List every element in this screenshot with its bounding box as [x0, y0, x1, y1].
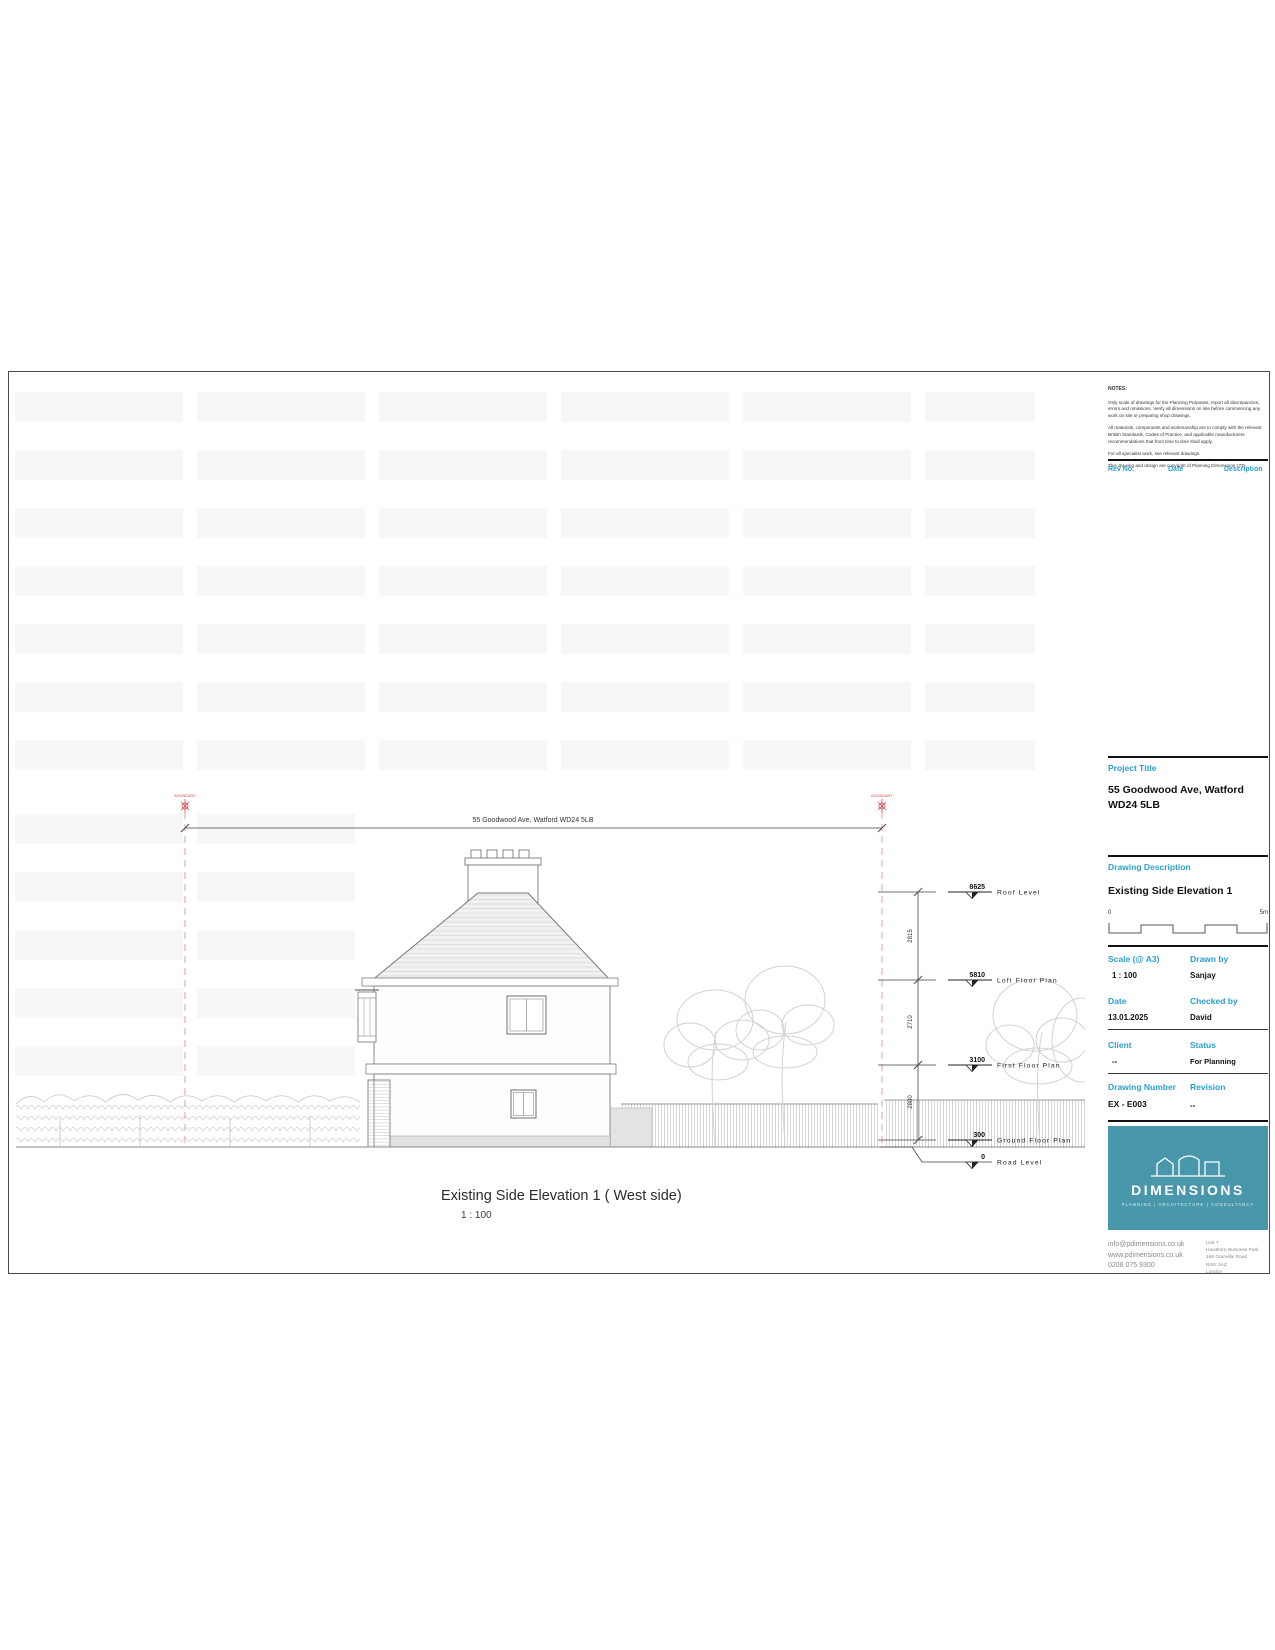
level-loft: [948, 972, 1058, 987]
first-floor-window: [507, 996, 546, 1034]
status-label: Status: [1190, 1040, 1216, 1050]
contact-website: www.pdimensions.co.uk: [1108, 1251, 1183, 1259]
level-first: [948, 1057, 1061, 1072]
notes-paragraph: Only scale of drawings for the Planning Purposes; report all discrepancies, errors and omissions. Verify all dimensions on site before commencing any work on site or preparing shop drawings.: [1108, 399, 1261, 419]
dim-loft-first: 2710: [908, 1015, 914, 1029]
brick-pier: [368, 1080, 390, 1147]
roof: [370, 893, 612, 982]
fence-left: [621, 1104, 878, 1147]
address-line: 166 Granville Road: [1206, 1255, 1248, 1261]
contact-phone: 0208 075 9300: [1108, 1262, 1155, 1269]
drawing-number-label: Drawing Number: [1108, 1082, 1177, 1092]
rev-description-header: Description: [1224, 466, 1263, 473]
logo-name: DIMENSIONS: [1131, 1181, 1245, 1198]
notes-paragraph: This drawing and design are copyright of Planning Dimensions LTD.: [1108, 462, 1247, 468]
rev-no-header: Rev No.: [1108, 466, 1135, 473]
first-floor-wall: [374, 986, 610, 1064]
address-line: London: [1206, 1269, 1223, 1275]
project-title-label: Project Title: [1108, 763, 1157, 773]
bay-window: [355, 990, 379, 1042]
client-label: Client: [1108, 1040, 1132, 1050]
address-line: Hawthorn Business Park: [1206, 1248, 1259, 1254]
drawing-description-label: Drawing Description: [1108, 862, 1191, 872]
level-value: 5810: [969, 972, 985, 979]
dim-first-ground: 2800: [908, 1095, 914, 1109]
address-line: Unit 7: [1206, 1241, 1219, 1246]
level-value: 300: [973, 1132, 985, 1139]
contact-email: info@pdimensions.co.uk: [1108, 1241, 1185, 1248]
address-line: NW2 3AZ: [1206, 1262, 1227, 1268]
boundary-label-left: BOUNDARY: [174, 794, 196, 798]
scale-label: Scale (@ A3): [1108, 954, 1160, 964]
street-dimension: [181, 817, 886, 832]
scale-bar-end: 5m: [1259, 910, 1268, 916]
drawing-number-value: EX - E003: [1108, 1099, 1147, 1109]
divider: [1108, 945, 1268, 947]
logo-tagline: PLANNING | ARCHITECTURE | CONSULTANCY: [1121, 1201, 1255, 1207]
boundary-label-right: BOUNDARY: [871, 794, 893, 798]
level-label: Roof Level: [997, 889, 1041, 897]
client-value: --: [1112, 1057, 1118, 1066]
scale-bar: [1108, 920, 1268, 938]
divider: [1108, 1073, 1268, 1074]
floor-band: [366, 1064, 616, 1074]
divider: [1108, 1029, 1268, 1030]
contact-links: [1108, 1240, 1203, 1272]
level-road: [880, 1147, 1042, 1169]
scale-value: 1 : 100: [1112, 971, 1137, 980]
level-roof: [948, 884, 1041, 899]
drawn-by-label: Drawn by: [1190, 954, 1229, 964]
fascia: [362, 978, 618, 986]
revision-value: --: [1190, 1101, 1196, 1110]
checked-by-label: Checked by: [1190, 996, 1238, 1006]
notes-block: [1108, 386, 1268, 475]
divider: [1108, 756, 1268, 758]
drawn-by-value: Sanjay: [1190, 971, 1216, 980]
dim-roof-loft: 2815: [908, 929, 914, 943]
checked-by-value: David: [1190, 1013, 1212, 1022]
notes-title: NOTES:: [1108, 386, 1127, 392]
hedge-left: [16, 1094, 360, 1146]
plinth: [390, 1136, 610, 1147]
level-label: Loft Floor Plan: [997, 977, 1058, 985]
level-value: 8625: [969, 884, 985, 891]
buildings-icon: [1149, 1150, 1227, 1178]
divider: [1108, 855, 1268, 857]
street-label: 55 Goodwood Ave, Watford WD24 5LB: [472, 817, 594, 824]
drawing-caption-scale: 1 : 100: [461, 1210, 492, 1221]
ground-floor-window: [511, 1090, 536, 1118]
divider: [1108, 459, 1268, 461]
contact-address: [1206, 1240, 1268, 1276]
level-value: 3100: [969, 1057, 985, 1064]
revision-label: Revision: [1190, 1082, 1226, 1092]
date-label: Date: [1108, 996, 1127, 1006]
company-logo: [1108, 1126, 1268, 1230]
rev-date-header: Date: [1168, 466, 1184, 473]
level-label: First Floor Plan: [997, 1062, 1061, 1070]
drawing-description-value: Existing Side Elevation 1: [1108, 885, 1233, 897]
status-value: For Planning: [1190, 1057, 1236, 1066]
drawing-caption-title: Existing Side Elevation 1 ( West side): [441, 1188, 682, 1204]
notes-paragraph: All materials, components and workmanship are to comply with the relevant British Standards, Codes of Practice, and applicable manufacturers recommendations that from time to time shall apply.: [1108, 425, 1262, 444]
boundary-marker-right: [871, 794, 893, 813]
house: [355, 850, 618, 1147]
project-title-value: 55 Goodwood Ave, Watford WD24 5LB: [1108, 784, 1244, 811]
date-value: 13.01.2025: [1108, 1013, 1149, 1022]
scale-bar-start: 0: [1108, 910, 1112, 916]
level-label: Ground Floor Plan: [997, 1137, 1072, 1145]
level-value: 0: [981, 1154, 985, 1161]
divider: [1108, 1120, 1268, 1122]
notes-paragraph: For all specialist work, see relevant drawings.: [1108, 450, 1201, 456]
boundary-marker-left: [174, 794, 196, 813]
level-label: Road Level: [997, 1159, 1043, 1167]
